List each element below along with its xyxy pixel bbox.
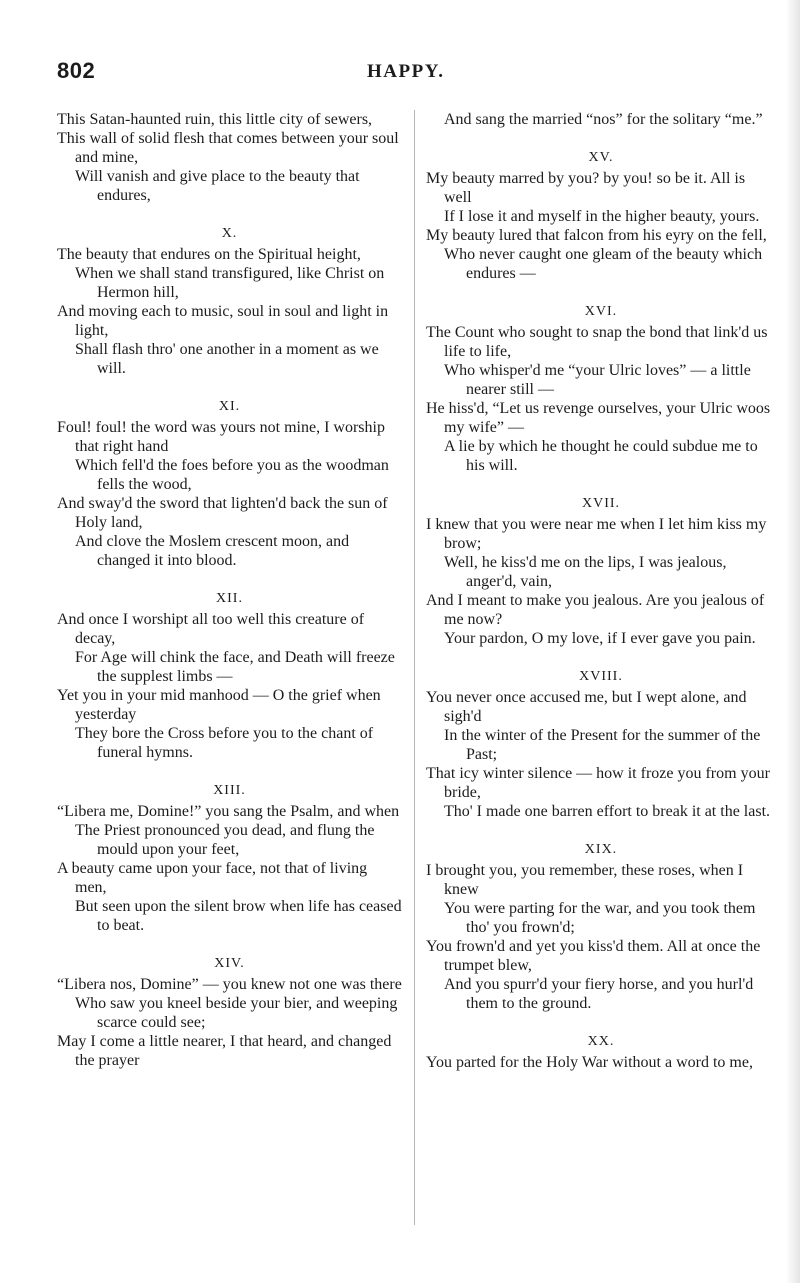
stanza-numeral: XV. [588, 150, 614, 165]
stanza-xvi [426, 302, 776, 475]
left-column [57, 110, 402, 1089]
verse-line: Yet you in your mid manhood — O the grief when yesterday [57, 687, 381, 723]
stanza-xvii [426, 494, 776, 648]
running-head: HAPPY. [367, 61, 445, 82]
verse-line: Who never caught one gleam of the beauty which endures — [444, 246, 763, 282]
verse-line: And moving each to music, soul in soul and light in light, [57, 303, 389, 339]
verse-line: Which fell'd the foes before you as the woodman fells the wood, [75, 457, 389, 493]
verse-line: When we shall stand transfigured, like Christ on Hermon hill, [75, 265, 385, 301]
verse-line: You parted for the Holy War without a word to me, [426, 1054, 753, 1071]
verse-line: You frown'd and yet you kiss'd them. All at once the trumpet blew, [426, 938, 761, 974]
verse-line: And sway'd the sword that lighten'd back the sun of Holy land, [57, 495, 388, 531]
verse-line: My beauty lured that falcon from his eyry on the fell, [426, 227, 767, 244]
verse-line: The Priest pronounced you dead, and flung the mould upon your feet, [75, 822, 375, 858]
verse-line: He hiss'd, “Let us revenge ourselves, your Ulric woos my wife” — [426, 400, 771, 436]
stanza-numeral: X. [221, 226, 238, 241]
stanza-xiv-continued [426, 110, 776, 129]
verse-line: A lie by which he thought he could subdue me to his will. [444, 438, 758, 474]
right-column [426, 110, 776, 1091]
verse-line: This wall of solid flesh that comes between your soul and mine, [57, 130, 399, 166]
verse-line: A beauty came upon your face, not that of living men, [57, 860, 368, 896]
verse-line: In the winter of the Present for the summer of the Past; [444, 727, 761, 763]
stanza-xx [426, 1032, 776, 1072]
page-header [57, 58, 757, 88]
stanza-numeral: XX. [587, 1034, 615, 1049]
stanza-numeral: XVI. [584, 304, 618, 319]
stanza-numeral: XVII. [581, 496, 621, 511]
stanza-numeral: XI. [218, 399, 241, 414]
verse-line: My beauty marred by you? by you! so be it. All is well [426, 170, 746, 206]
verse-line: But seen upon the silent brow when life has ceased to beat. [75, 898, 402, 934]
verse-line: Tho' I made one barren effort to break it at the last. [444, 803, 771, 820]
column-divider [414, 110, 415, 1225]
verse-line: And you spurr'd your fiery horse, and you hurl'd them to the ground. [444, 976, 754, 1012]
verse-line: Will vanish and give place to the beauty that endures, [75, 168, 360, 204]
stanza-numeral: XIX. [584, 842, 618, 857]
verse-line: May I come a little nearer, I that heard, and changed the prayer [57, 1033, 392, 1069]
verse-line: Your pardon, O my love, if I ever gave you pain. [444, 630, 756, 647]
verse-line: And I meant to make you jealous. Are you jealous of me now? [426, 592, 765, 628]
verse-line: This Satan-haunted ruin, this little city of sewers, [57, 111, 373, 128]
stanza-xii [57, 589, 402, 762]
stanza-xiii [57, 781, 402, 935]
stanza-numeral: XIV. [214, 956, 245, 971]
stanza-xv [426, 148, 776, 283]
verse-line: You never once accused me, but I wept alone, and sigh'd [426, 689, 747, 725]
verse-line: Foul! foul! the word was yours not mine, I worship that right hand [57, 419, 385, 455]
verse-line: The beauty that endures on the Spiritual height, [57, 246, 361, 263]
verse-line: For Age will chink the face, and Death will freeze the supplest limbs — [75, 649, 395, 685]
page-number: 802 [57, 58, 96, 83]
verse-line: Who saw you kneel beside your bier, and weeping scarce could see; [75, 995, 398, 1031]
verse-line: And once I worshipt all too well this creature of decay, [57, 611, 365, 647]
stanza-ix-continued [57, 110, 402, 205]
verse-line: I brought you, you remember, these roses, when I knew [426, 862, 744, 898]
stanza-numeral: XII. [216, 591, 243, 606]
verse-line: They bore the Cross before you to the chant of funeral hymns. [75, 725, 374, 761]
stanza-xiv [57, 954, 402, 1070]
verse-line: Shall flash thro' one another in a moment as we will. [75, 341, 379, 377]
stanza-xviii [426, 667, 776, 821]
verse-line: If I lose it and myself in the higher beauty, yours. [444, 208, 760, 225]
stanza-numeral: XVIII. [579, 669, 623, 684]
verse-line: I knew that you were near me when I let him kiss my brow; [426, 516, 767, 552]
verse-line: “Libera me, Domine!” you sang the Psalm, and when [57, 803, 400, 820]
verse-line: “Libera nos, Domine” — you knew not one was there [57, 976, 402, 993]
stanza-xix [426, 840, 776, 1013]
stanza-numeral: XIII. [213, 783, 246, 798]
verse-line: And sang the married “nos” for the solitary “me.” [444, 111, 763, 128]
verse-line: Well, he kiss'd me on the lips, I was jealous, anger'd, vain, [444, 554, 727, 590]
page-edge-shadow [786, 0, 800, 1283]
stanza-xi [57, 397, 402, 570]
stanza-x [57, 224, 402, 378]
verse-line: The Count who sought to snap the bond that link'd us life to life, [426, 324, 768, 360]
verse-line: That icy winter silence — how it froze you from your bride, [426, 765, 770, 801]
verse-line: Who whisper'd me “your Ulric loves” — a little nearer still — [444, 362, 751, 398]
verse-line: And clove the Moslem crescent moon, and changed it into blood. [75, 533, 350, 569]
verse-line: You were parting for the war, and you took them tho' you frown'd; [444, 900, 756, 936]
